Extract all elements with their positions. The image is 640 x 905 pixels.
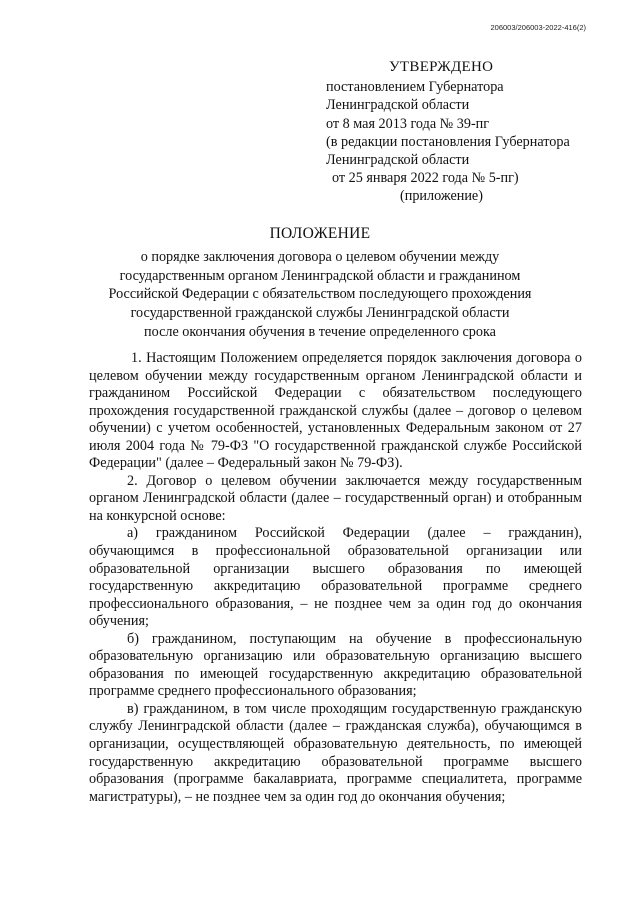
- paragraph-2: 2. Договор о целевом обучении заключается между государственным органом Ленинградской области (далее – государственный орган) и отобранным на конкурсной основе:: [89, 472, 582, 524]
- subtitle-line: государственным органом Ленинградской области и гражданином: [119, 267, 521, 284]
- approval-line: от 8 мая 2013 года № 39-пг: [326, 115, 490, 132]
- subtitle-line: Российской Федерации с обязательством последующего прохождения: [108, 286, 532, 303]
- approval-block: [326, 58, 616, 206]
- document-id: 206003/206003-2022-416(2): [490, 23, 586, 32]
- approval-line: от 25 января 2022 года № 5-пг): [332, 170, 519, 187]
- paragraph-1: 1. Настоящим Положением определяется порядок заключения договора о целевом обучении между государственным органом Ленинградской области и гражданином Российской Федерации с обязательством последующего прохождения государственной гражданской службы (далее – договор о целевом обучении) с учетом особенностей, установленных Федеральным законом от 27 июля 2004 года № 79-ФЗ "О государственной гражданской службе Российской Федерации" (далее – Федеральный закон № 79-ФЗ).: [89, 350, 582, 472]
- document-title: ПОЛОЖЕНИЕ: [269, 225, 371, 242]
- approval-line: Ленинградской области: [326, 97, 470, 114]
- subparagraph-a: а) гражданином Российской Федерации (далее – гражданин), обучающимся в профессиональной образовательной организации или образовательной организации высшего образования по имеющей государственную аккредитацию образовательной программе среднего профессионального образования, – не позднее чем за один год до окончания обучения;: [89, 525, 582, 630]
- approval-line: (в редакции постановления Губернатора: [326, 133, 570, 150]
- subtitle-line: государственной гражданской службы Ленинградской области: [130, 305, 510, 322]
- subparagraph-v: в) гражданином, в том числе проходящим государственную гражданскую службу Ленинградской области (далее – гражданская служба), обучающимся в организации, осуществляющей образовательную деятельность, по имеющей государственную аккредитацию образовательной программе высшего образования (программе бакалавриата, программе специалитета, программе магистратуры), – не позднее чем за один год до окончания обучения;: [89, 700, 582, 805]
- approval-line: постановлением Губернатора: [326, 79, 504, 96]
- subparagraph-b: б) гражданином, поступающим на обучение в профессиональную образовательную организацию или образовательную организацию высшего образования по имеющей государственную аккредитацию образовательной программе среднего профессионального образования;: [89, 630, 582, 700]
- approval-heading: УТВЕРЖДЕНО: [389, 59, 494, 75]
- subtitle-line: о порядке заключения договора о целевом обучении между: [140, 249, 500, 265]
- subtitle-line: после окончания обучения в течение определенного срока: [144, 323, 496, 340]
- document-body: [89, 350, 582, 806]
- approval-line: Ленинградской области: [326, 152, 470, 169]
- document-subtitle: [88, 248, 552, 342]
- approval-line: (приложение): [400, 188, 483, 205]
